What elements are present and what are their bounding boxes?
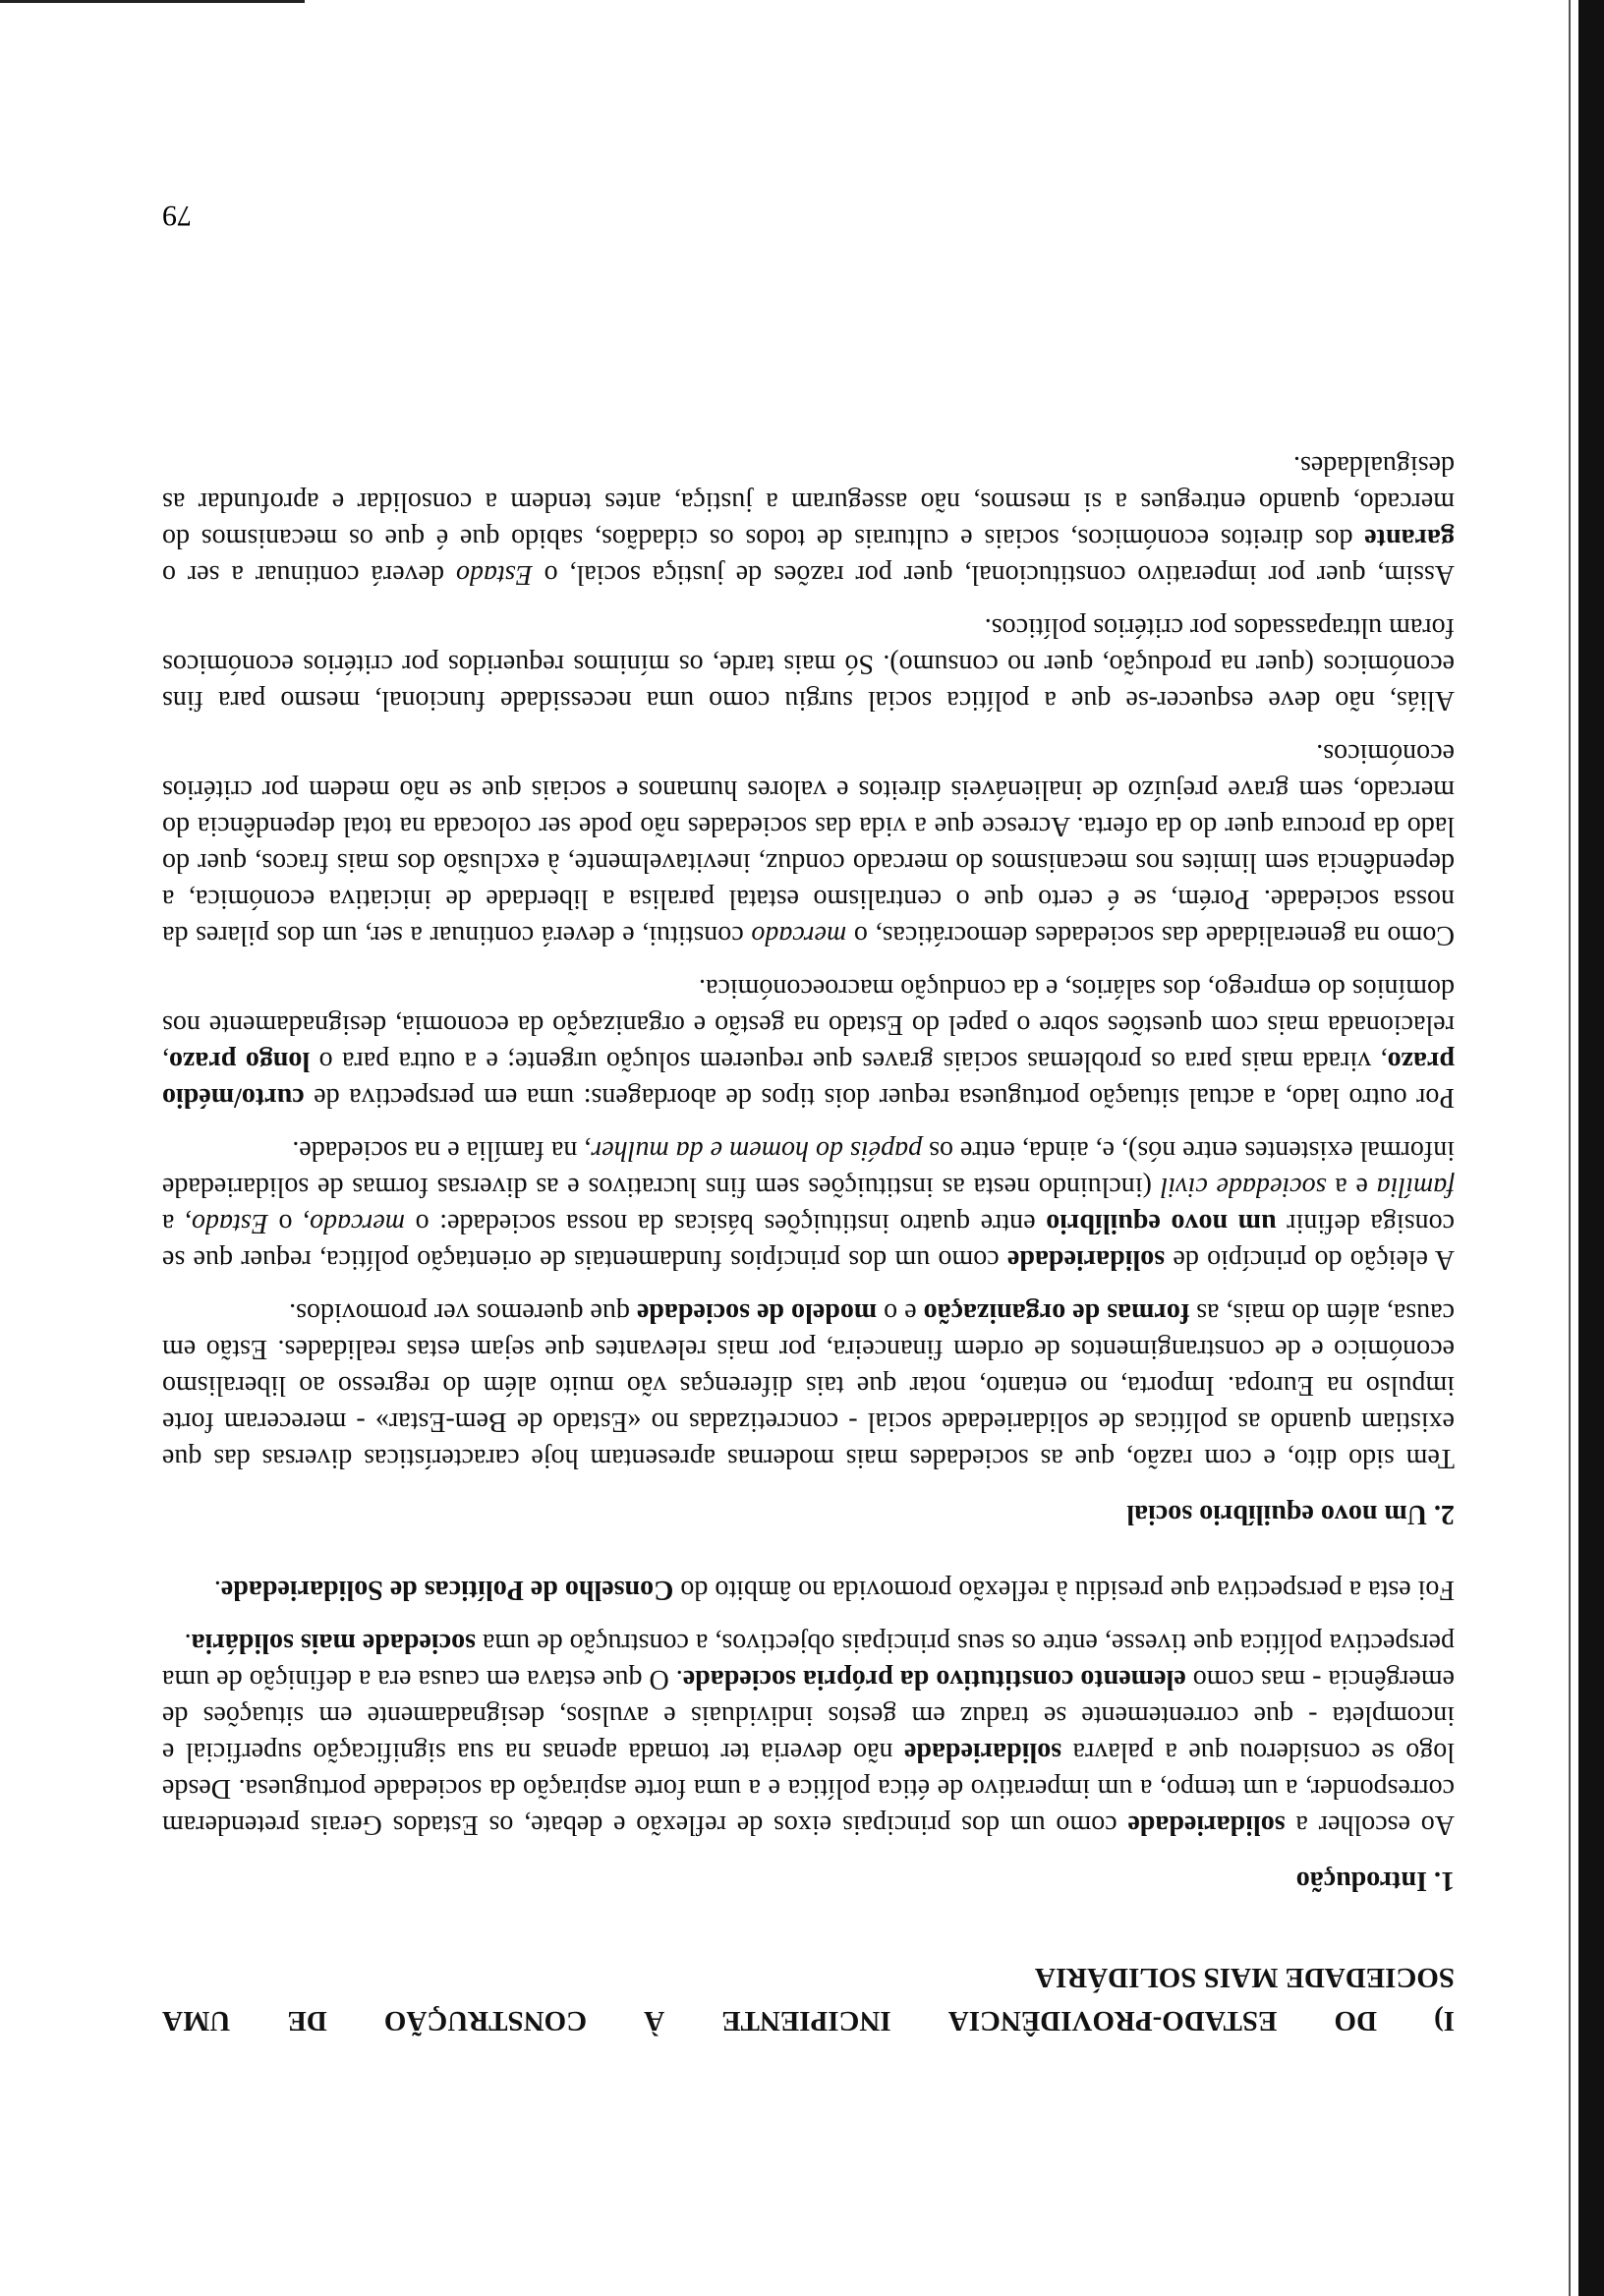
scan-corner-line	[0, 0, 305, 3]
page-number: 79	[162, 200, 192, 232]
paragraph	[162, 735, 1455, 953]
italic-text: família	[1376, 1172, 1455, 1202]
text-run: Aliás, não deve esquecer-se que a política social surgiu como uma necessidade funcional, mesmo para fins económicos (quer na produção, quer no consumo). Só mais tarde, os mínimos requeridos por critérios económicos foram ultrapassados por critérios políticos.	[162, 612, 1455, 716]
title-word: DO	[1334, 2005, 1377, 2037]
chapter-title-line-2: SOCIEDADE MAIS SOLIDÁRIA	[1034, 1962, 1455, 1993]
text-run: Por outro lado, a actual situação portuguesa requer dois tipos de abordagens: uma em perspectiva de	[304, 1082, 1455, 1113]
text-run: . O que estava em causa era a definição de uma perspectiva política que tivesse, entre os seus principais objectivos, a construção de uma	[161, 1628, 1455, 1694]
text-run: A eleição do princípio de	[1165, 1244, 1455, 1275]
bold-text: um novo equilíbrio	[1046, 1208, 1277, 1238]
paragraph	[162, 609, 1455, 718]
scan-edge-line	[1569, 0, 1571, 2296]
text-run: .	[213, 1575, 221, 1605]
text-run: como um dos princípios fundamentais de orientação política, requer que se consiga definir	[162, 1208, 1455, 1275]
italic-text: Estado	[455, 559, 533, 590]
text-run: , na família e na sociedade.	[292, 1135, 592, 1166]
section-introduction	[162, 1572, 1455, 1843]
scan-edge-shadow	[1578, 0, 1604, 2296]
text-run: dos direitos económicos, sociais e culturais de todos os cidadãos, sabido que é que os mecanismos do mercado, quando entregues a si mesmos, não asseguram a justiça, antes tendem a consolidar e aprofundar as desigualdades.	[162, 450, 1455, 553]
text-run: , o	[267, 1208, 311, 1238]
text-run: como um dos principais eixos de reflexão e debate, os Estados Gerais pretenderam corresponder, a um tempo, a um imperativo de ética política e a uma forte aspiração da sociedade portuguesa. Desde logo se considerou que a palavra	[162, 1737, 1455, 1840]
title-word: DE	[287, 2005, 327, 2037]
bold-text: solidariedade	[1127, 1809, 1286, 1840]
text-run: , a	[162, 1208, 193, 1238]
title-word: À	[644, 2005, 665, 2037]
bold-text: modelo de sociedade	[636, 1297, 878, 1328]
section-heading-introduction: 1. Introdução	[1295, 1866, 1455, 1896]
bold-text: Conselho de Políticas de Solidariedade	[220, 1575, 674, 1605]
bold-text: longo prazo	[169, 1046, 311, 1076]
title-word: CONSTRUÇÃO	[383, 2005, 588, 2037]
text-run: , virada mais para os problemas sociais graves que requerem solução urgente; e a outra para o	[310, 1046, 1388, 1076]
text-run: (incluindo nesta as instituições sem fins lucrativos e as diversas formas de solidariedade informal existentes entre nós), e, ainda, entre os	[162, 1135, 1455, 1202]
text-run: .	[184, 1628, 192, 1658]
text-run: , relacionada mais com questões sobre o papel do Estado na gestão e organização da economia, designadamente nos domínios do emprego, dos salários, e da condução macroeconómica.	[162, 973, 1455, 1076]
chapter-title	[162, 1956, 1455, 2042]
italic-text: papéis do homem e da mulher	[591, 1135, 923, 1166]
section-heading-new-social-balance: 2. Um novo equilíbrio social	[1126, 1499, 1455, 1529]
bold-text: sociedade mais solidária	[191, 1628, 476, 1658]
title-word: UMA	[162, 2005, 231, 2037]
text-run: que queremos ver promovidos.	[289, 1297, 637, 1328]
paragraph	[162, 447, 1455, 593]
italic-text: sociedade civil	[1160, 1172, 1327, 1202]
paragraph	[162, 1294, 1455, 1476]
bold-text: solidariedade	[903, 1737, 1062, 1767]
italic-text: mercado	[751, 920, 847, 950]
text-run: Ao escolher a	[1285, 1809, 1455, 1840]
title-word: I)	[1434, 2005, 1455, 2037]
text-run: Tem sido dito, e com razão, que as sociedades mais modernas apresentam hoje características diversas das que existiam quando as políticas de solidariedade social - concretizadas no «Estado de Bem-Estar» - mereceram forte impulso na Europa. Importa, no entanto, notar que tais diferenças vão muito além do regresso ao liberalismo económico e de constrangimentos de ordem financeira, por mais relevantes que sejam estas realidades. Estão em causa, além do mais, as	[162, 1297, 1455, 1473]
paragraph	[162, 1132, 1455, 1278]
bold-text: solidariedade	[1006, 1244, 1166, 1275]
text-run: entre quatro instituições básicas da nossa sociedade: o	[405, 1208, 1047, 1238]
bold-text: elemento constitutivo da própria sociedade	[682, 1664, 1186, 1694]
italic-text: Estado	[192, 1208, 268, 1238]
text-run: e o	[877, 1297, 924, 1328]
paragraph	[162, 970, 1455, 1116]
document-body	[162, 430, 1455, 2042]
title-word: INCIPIENTE	[721, 2005, 891, 2037]
paragraph	[162, 1572, 1455, 1608]
title-word: ESTADO-PROVIDÊNCIA	[947, 2005, 1278, 2037]
chapter-title-line-1	[162, 1999, 1455, 2042]
bold-text: garante	[1364, 523, 1455, 553]
bold-text: formas de organização	[923, 1297, 1190, 1328]
text-run: não deveria ter tomada apenas na sua significação superficial e incompleta - que correntemente se traduz em gestos individuais e avulsos, designadamente em situações de emergência - mas como	[162, 1664, 1455, 1767]
section-new-social-balance	[162, 447, 1455, 1476]
paragraph	[162, 1625, 1455, 1843]
text-run: Assim, quer por imperativo constitucional, quer por razões de justiça social, o	[532, 559, 1455, 590]
bold-text: curto/médio prazo	[162, 1046, 1455, 1113]
text-run: constitui, e deverá continuar a ser, um dos pilares da nossa sociedade. Porém, se é certo que o centralismo estatal paralisa a liberdade de iniciativa económica, a dependência sem limites nos mecanismos do mercado conduz, inevitavelmente, à exclusão dos mais fracos, quer do lado da procura quer do da oferta. Acresce que a vida das sociedades não pode ser colocada na total dependência do mercado, sem grave prejuízo de inalienáveis direitos e valores humanos e sociais que se não medem por critérios económicos.	[162, 738, 1455, 950]
text-run: e a	[1326, 1172, 1377, 1202]
text-run: deverá continuar a ser o	[161, 559, 456, 590]
text-run: Foi esta a perspectiva que presidiu à reflexão promovida no âmbito do	[673, 1575, 1455, 1605]
italic-text: mercado	[310, 1208, 405, 1238]
text-run: Como na generalidade das sociedades democráticas, o	[846, 920, 1455, 950]
